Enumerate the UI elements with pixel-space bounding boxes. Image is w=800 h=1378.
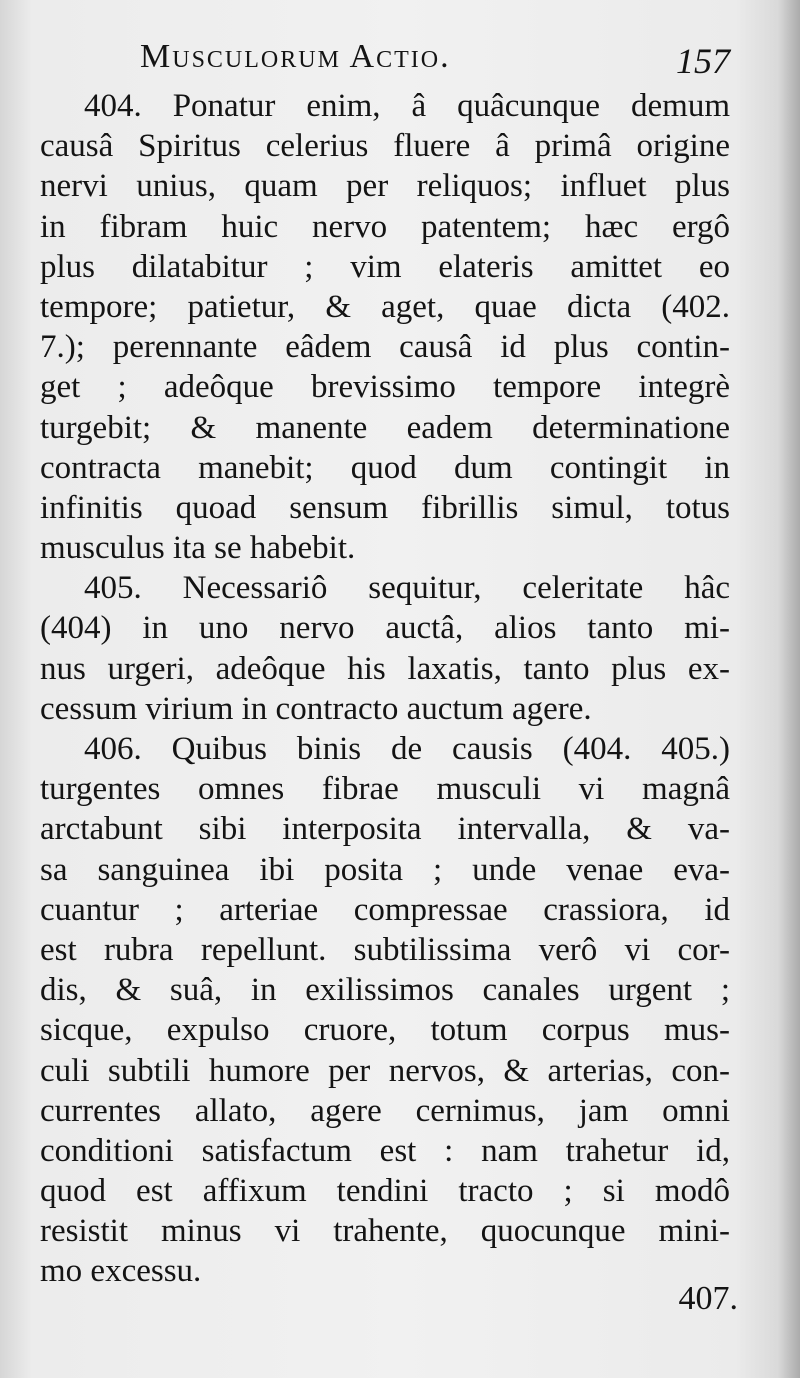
text-line: resistit minus vi trahente, quocunque mini-: [40, 1213, 730, 1250]
paragraph-405: [40, 568, 730, 729]
text-line: nervi unius, quam per reliquos; influet plus: [40, 168, 730, 205]
text-line: nus urgeri, adeôque his laxatis, tanto plus ex-: [40, 650, 730, 687]
catchword: 407.: [678, 1280, 738, 1317]
text-line: in fibram huic nervo patentem; hæc ergô: [40, 208, 730, 245]
text-line: get ; adeôque brevissimo tempore integrè: [40, 369, 730, 406]
text-line: quod est affixum tendini tracto ; si modô: [40, 1173, 730, 1210]
text-line: musculus ita se habebit.: [40, 530, 356, 567]
text-line: sa sanguinea ibi posita ; unde venae eva-: [40, 851, 730, 888]
text-line: (404) in uno nervo auctâ, alios tanto mi-: [40, 610, 730, 647]
text-line: causâ Spiritus celerius fluere â primâ origine: [40, 128, 730, 165]
page-header: [140, 38, 730, 88]
text-line: 405. Necessariô sequitur, celeritate hâc: [84, 570, 730, 607]
text-line: currentes allato, agere cernimus, jam omni: [40, 1092, 730, 1129]
text-line: culi subtili humore per nervos, & arterias, con-: [40, 1052, 730, 1089]
text-line: sicque, expulso cruore, totum corpus mus-: [40, 1012, 730, 1049]
text-line: mo excessu.: [40, 1253, 202, 1290]
paragraph-404: [40, 86, 730, 568]
text-line: cessum virium in contracto auctum agere.: [40, 690, 592, 727]
text-line: turgebit; & manente eadem determinatione: [40, 409, 730, 446]
text-line: infinitis quoad sensum fibrillis simul, totus: [40, 489, 730, 526]
text-line: arctabunt sibi interposita intervalla, & va-: [40, 811, 730, 848]
paragraph-406: [40, 729, 730, 1292]
text-line: conditioni satisfactum est : nam trahetur id,: [40, 1132, 730, 1169]
text-line: 404. Ponatur enim, â quâcunque demum: [84, 88, 730, 124]
text-line: contracta manebit; quod dum contingit in: [40, 449, 730, 486]
text-line: est rubra repellunt. subtilissima verô vi cor-: [40, 931, 730, 968]
text-line: 7.); perennante eâdem causâ id plus contin-: [40, 329, 730, 366]
page-gutter-shadow: [778, 0, 800, 1378]
text-line: plus dilatabitur ; vim elateris amittet eo: [40, 248, 730, 285]
text-line: dis, & suâ, in exilissimos canales urgent ;: [40, 972, 730, 1009]
page-number: 157: [676, 41, 730, 81]
text-line: 406. Quibus binis de causis (404. 405.): [84, 731, 730, 767]
body-text: [40, 86, 730, 1292]
text-line: turgentes omnes fibrae musculi vi magnâ: [40, 771, 730, 808]
text-line: tempore; patietur, & aget, quae dicta (402.: [40, 288, 730, 325]
text-line: cuantur ; arteriae compressae crassiora, id: [40, 891, 730, 928]
running-title: Musculorum Actio.: [140, 38, 451, 75]
